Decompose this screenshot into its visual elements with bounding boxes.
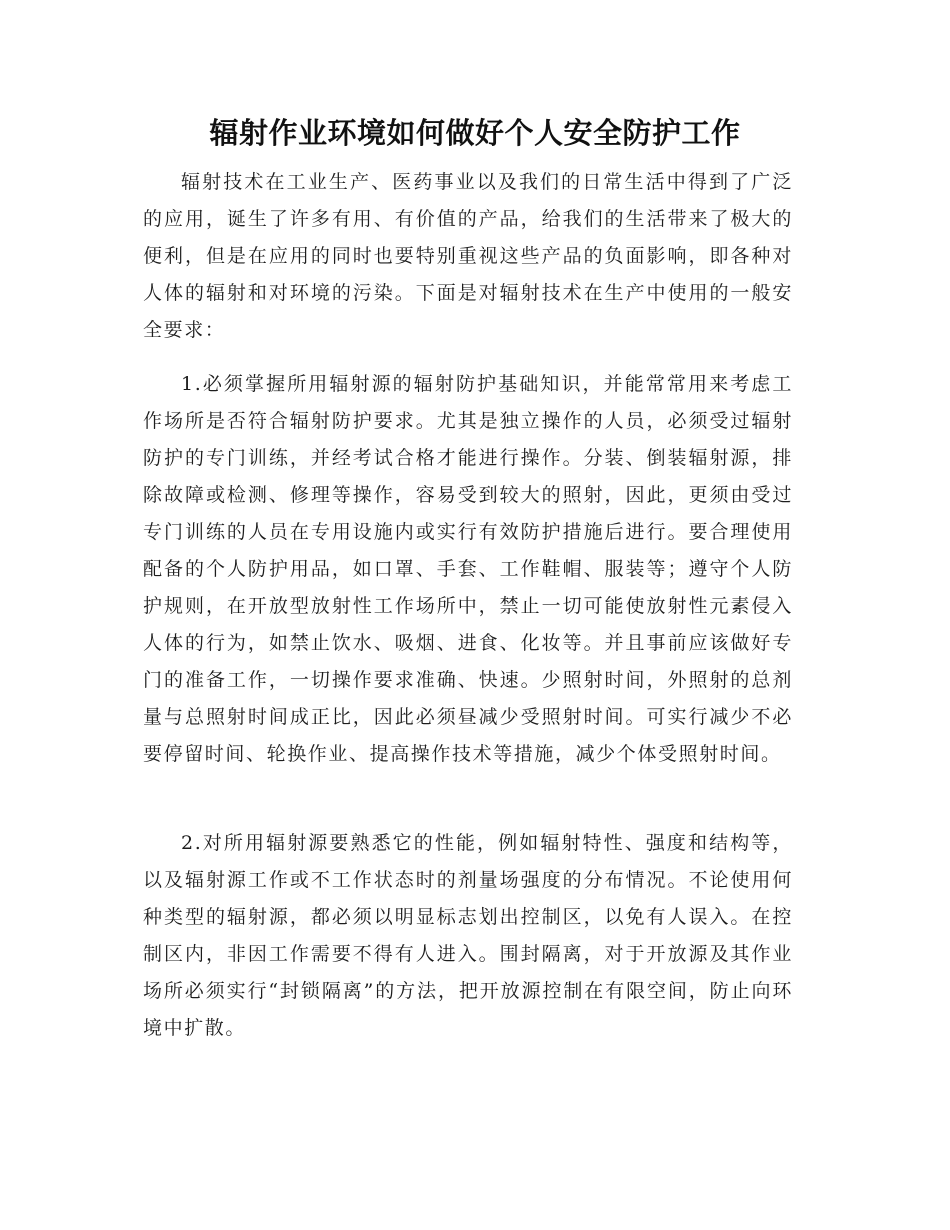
document-title: 辐射作业环境如何做好个人安全防护工作: [209, 116, 741, 150]
intro-paragraph: 辐射技术在工业生产、医药事业以及我们的日常生活中得到了广泛的应用，诞生了许多有用、有价值的产品，给我们的生活带来了极大的便利，但是在应用的同时也要特别重视这些产品的负面影响，即各种对人体的辐射和对环境的污染。下面是对辐射技术在生产中使用的一般安全要求：: [143, 171, 793, 341]
requirement-paragraph-1: 1.必须掌握所用辐射源的辐射防护基础知识，并能常常用来考虑工作场所是否符合辐射防护要求。尤其是独立操作的人员，必须受过辐射防护的专门训练，并经考试合格才能进行操作。分装、倒装辐射源，排除故障或检测、修理等操作，容易受到较大的照射，因此，更须由受过专门训练的人员在专用设施内或实行有效防护措施后进行。要合理使用配备的个人防护用品，如口罩、手套、工作鞋帽、服装等；遵守个人防护规则，在开放型放射性工作场所中，禁止一切可能使放射性元素侵入人体的行为，如禁止饮水、吸烟、进食、化妆等。并且事前应该做好专门的准备工作，一切操作要求准确、快速。少照射时间，外照射的总剂量与总照射时间成正比，因此必须昼减少受照射时间。可实行减少不必要停留时间、轮换作业、提高操作技术等措施，减少个体受照射时间。: [143, 373, 793, 765]
requirement-paragraph-2: 2.对所用辐射源要熟悉它的性能，例如辐射特性、强度和结构等，以及辐射源工作或不工作状态时的剂量场强度的分布情况。不论使用何种类型的辐射源，都必须以明显标志划出控制区，以免有人误入。在控制区内，非因工作需要不得有人进入。围封隔离，对于开放源及其作业场所必须实行“封锁隔离”的方法，把开放源控制在有限空间，防止向环境中扩散。: [143, 832, 793, 1039]
